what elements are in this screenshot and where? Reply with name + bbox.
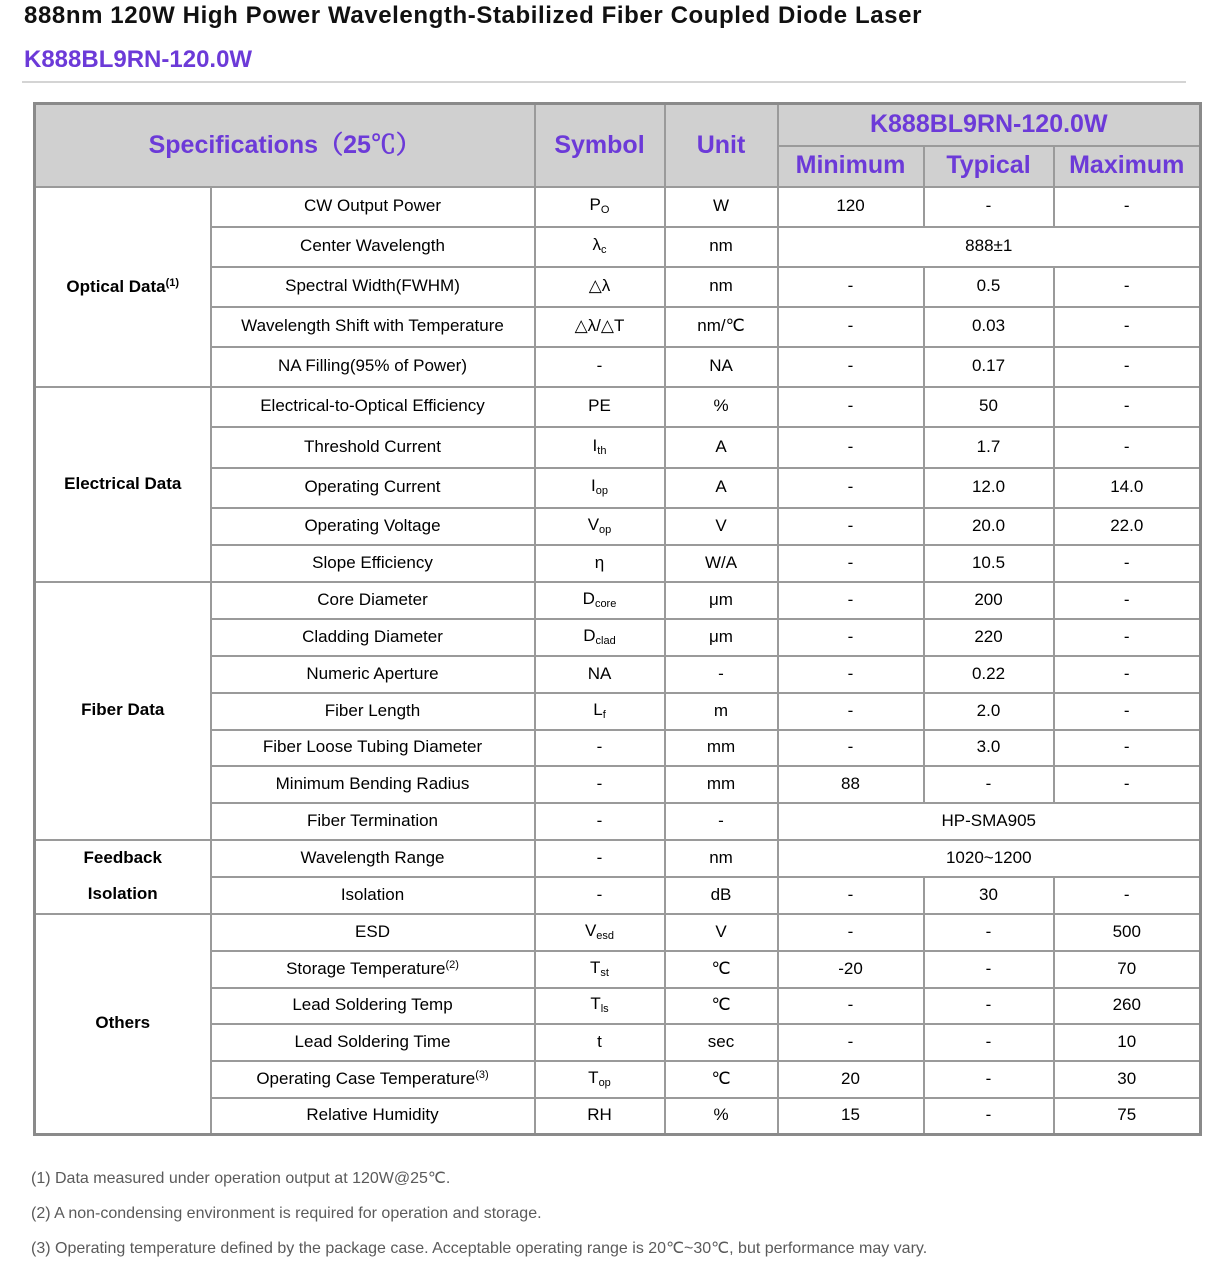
table-row [35, 914, 1201, 951]
symbol-main: - [596, 847, 603, 867]
unit-cell: V [665, 508, 778, 545]
unit-cell: W [665, 187, 778, 227]
parameter-name [211, 307, 535, 347]
category-others [35, 914, 211, 1135]
category-feedback [35, 840, 211, 914]
value-max: - [1054, 766, 1201, 803]
parameter-name [211, 387, 535, 427]
symbol-main: λ [592, 235, 601, 255]
category-label: Feedback [83, 848, 162, 868]
value-typ: 10.5 [924, 545, 1054, 582]
header-typ: Typical [924, 146, 1054, 187]
value-min: - [778, 582, 924, 619]
unit-cell: % [665, 1098, 778, 1135]
value-min: - [778, 877, 924, 914]
unit-cell: NA [665, 347, 778, 387]
symbol-main: I [591, 476, 596, 496]
parameter-label: Storage Temperature [286, 959, 446, 979]
symbol-cell [535, 693, 665, 730]
parameter-name [211, 468, 535, 508]
parameter-label: Center Wavelength [300, 236, 445, 256]
value-min: - [778, 508, 924, 545]
value-typ: - [924, 187, 1054, 227]
value-max: - [1054, 693, 1201, 730]
parameter-name [211, 267, 535, 307]
parameter-name [211, 347, 535, 387]
symbol-cell [535, 877, 665, 914]
parameter-label: Cladding Diameter [302, 626, 443, 646]
value-max: - [1054, 656, 1201, 693]
parameter-name [211, 656, 535, 693]
parameter-name [211, 1098, 535, 1135]
unit-cell: sec [665, 1024, 778, 1061]
value-min: - [778, 387, 924, 427]
value-max: - [1054, 427, 1201, 468]
parameter-name [211, 840, 535, 877]
table-row [35, 582, 1201, 619]
symbol-subscript: c [601, 244, 607, 257]
symbol-main: PE [588, 396, 611, 416]
parameter-label: Minimum Bending Radius [275, 773, 470, 793]
symbol-cell [535, 468, 665, 508]
category-label: Others [95, 1013, 151, 1033]
parameter-name [211, 427, 535, 468]
value-typ: - [924, 1061, 1054, 1098]
value-typ: 20.0 [924, 508, 1054, 545]
symbol-cell [535, 427, 665, 468]
value-min: 88 [778, 766, 924, 803]
symbol-subscript: op [598, 1076, 611, 1089]
model-number: K888BL9RN-120.0W [24, 46, 253, 73]
value-max: 30 [1054, 1061, 1201, 1098]
parameter-name [211, 877, 535, 914]
value-typ: - [924, 766, 1054, 803]
symbol-subscript: esd [596, 929, 615, 942]
value-min: 120 [778, 187, 924, 227]
symbol-subscript: op [595, 485, 608, 498]
parameter-name [211, 951, 535, 988]
parameter-name [211, 508, 535, 545]
symbol-main: NA [587, 663, 612, 683]
unit-cell: nm/℃ [665, 307, 778, 347]
symbol-subscript: O [600, 204, 610, 217]
parameter-label: Fiber Loose Tubing Diameter [262, 737, 483, 757]
category-label: Isolation [87, 884, 158, 903]
category-label: Fiber Data [81, 700, 165, 720]
value-typ: 50 [924, 387, 1054, 427]
parameter-label: ESD [355, 921, 390, 941]
symbol-main: D [583, 625, 596, 645]
unit-cell: mm [665, 730, 778, 766]
header-spec: Specifications（25℃） [35, 104, 535, 187]
symbol-cell [535, 387, 665, 427]
footnote-1: (1) Data measured under operation output at 120W@25℃. [31, 1170, 451, 1187]
unit-cell: m [665, 693, 778, 730]
symbol-subscript: clad [595, 634, 616, 647]
value-min: - [778, 988, 924, 1024]
symbol-subscript: st [600, 966, 609, 979]
parameter-name [211, 693, 535, 730]
symbol-cell [535, 988, 665, 1024]
symbol-cell [535, 803, 665, 840]
symbol-cell [535, 840, 665, 877]
parameter-label: Threshold Current [303, 436, 441, 456]
unit-cell: V [665, 914, 778, 951]
value-typ: 3.0 [924, 730, 1054, 766]
value-merged: HP-SMA905 [778, 803, 1201, 840]
parameter-label: Operating Current [304, 477, 441, 497]
value-typ: 0.22 [924, 656, 1054, 693]
value-min: - [778, 914, 924, 951]
symbol-main: T [588, 1067, 599, 1087]
parameter-name [211, 914, 535, 951]
unit-cell: ℃ [665, 1061, 778, 1098]
parameter-name [211, 730, 535, 766]
unit-cell: nm [665, 267, 778, 307]
symbol-main: I [592, 435, 598, 455]
symbol-main: RH [587, 1105, 612, 1125]
symbol-subscript: core [594, 597, 617, 610]
unit-cell: mm [665, 766, 778, 803]
value-max: - [1054, 187, 1201, 227]
parameter-label: CW Output Power [304, 196, 441, 216]
unit-cell: - [665, 803, 778, 840]
parameter-label: Core Diameter [317, 589, 428, 609]
value-typ: 0.03 [924, 307, 1054, 347]
unit-cell: - [665, 656, 778, 693]
value-max: - [1054, 387, 1201, 427]
value-min: - [778, 693, 924, 730]
value-min: - [778, 267, 924, 307]
value-typ: 0.17 [924, 347, 1054, 387]
symbol-main: - [596, 356, 603, 376]
footnote-ref: (2) [445, 959, 459, 972]
value-typ: 30 [924, 877, 1054, 914]
symbol-cell [535, 656, 665, 693]
value-max: 22.0 [1054, 508, 1201, 545]
symbol-subscript: ls [600, 1003, 609, 1016]
parameter-name [211, 766, 535, 803]
value-max: 10 [1054, 1024, 1201, 1061]
symbol-main: - [596, 773, 603, 793]
symbol-main: V [584, 920, 597, 940]
value-min: - [778, 307, 924, 347]
parameter-label: Electrical-to-Optical Efficiency [260, 396, 485, 416]
symbol-cell [535, 347, 665, 387]
unit-cell: nm [665, 840, 778, 877]
value-min: - [778, 730, 924, 766]
header-unit: Unit [665, 104, 778, 187]
parameter-name [211, 1061, 535, 1098]
symbol-cell [535, 267, 665, 307]
symbol-main: - [596, 737, 603, 757]
value-merged: 888±1 [778, 227, 1201, 267]
category-electrical [35, 387, 211, 582]
symbol-cell [535, 766, 665, 803]
value-min: - [778, 545, 924, 582]
value-min: - [778, 656, 924, 693]
parameter-label: Lead Soldering Time [294, 1031, 451, 1051]
footnote-3: (3) Operating temperature defined by the package case. Acceptable operating range is 20℃~30℃, but performance may vary. [31, 1240, 928, 1257]
unit-cell: μm [665, 619, 778, 656]
parameter-label: Operating Case Temperature [256, 1069, 476, 1089]
symbol-main: △λ [588, 276, 611, 296]
footnote-2: (2) A non-condensing environment is required for operation and storage. [31, 1205, 542, 1222]
spec-table [33, 102, 1202, 1136]
parameter-label: Fiber Termination [306, 810, 439, 830]
symbol-subscript: op [599, 523, 612, 536]
parameter-label: Slope Efficiency [312, 552, 433, 572]
symbol-cell [535, 951, 665, 988]
parameter-label: Wavelength Shift with Temperature [241, 316, 504, 336]
header-max: Maximum [1054, 146, 1201, 187]
parameter-name [211, 988, 535, 1024]
symbol-main: P [589, 195, 601, 215]
symbol-cell [535, 582, 665, 619]
value-min: - [778, 347, 924, 387]
value-typ: 1.7 [924, 427, 1054, 468]
parameter-label: NA Filling(95% of Power) [278, 356, 467, 376]
page-title: 888nm 120W High Power Wavelength-Stabilized Fiber Coupled Diode Laser [24, 2, 923, 29]
value-typ: - [924, 1098, 1054, 1135]
value-max: - [1054, 619, 1201, 656]
parameter-name [211, 545, 535, 582]
symbol-cell [535, 730, 665, 766]
category-label: Electrical Data [64, 473, 182, 493]
value-min: 15 [778, 1098, 924, 1135]
value-max: - [1054, 545, 1201, 582]
parameter-label: Lead Soldering Temp [292, 995, 453, 1015]
parameter-label: Isolation [340, 884, 405, 904]
symbol-cell [535, 1024, 665, 1061]
table-row [35, 840, 1201, 877]
category-label: Optical Data [66, 276, 166, 296]
value-max: - [1054, 877, 1201, 914]
value-typ: 200 [924, 582, 1054, 619]
parameter-label: Operating Voltage [304, 515, 441, 535]
value-max: 500 [1054, 914, 1201, 951]
value-max: 75 [1054, 1098, 1201, 1135]
parameter-label: Relative Humidity [306, 1105, 439, 1125]
value-max: - [1054, 307, 1201, 347]
value-max: - [1054, 267, 1201, 307]
value-max: - [1054, 730, 1201, 766]
symbol-subscript: f [602, 708, 606, 721]
value-merged: 1020~1200 [778, 840, 1201, 877]
symbol-subscript: th [597, 444, 607, 457]
parameter-name [211, 1024, 535, 1061]
parameter-name [211, 187, 535, 227]
parameter-name [211, 619, 535, 656]
unit-cell: μm [665, 582, 778, 619]
symbol-cell [535, 1098, 665, 1135]
value-max: 14.0 [1054, 468, 1201, 508]
value-typ: - [924, 951, 1054, 988]
header-symbol: Symbol [535, 104, 665, 187]
symbol-main: D [582, 588, 595, 608]
unit-cell: ℃ [665, 951, 778, 988]
value-typ: - [924, 1024, 1054, 1061]
parameter-label: Spectral Width(FWHM) [285, 276, 460, 296]
unit-cell: % [665, 387, 778, 427]
footnote-ref: (1) [165, 276, 180, 289]
value-min: - [778, 468, 924, 508]
unit-cell: ℃ [665, 988, 778, 1024]
symbol-cell [535, 508, 665, 545]
footnote-ref: (3) [475, 1069, 489, 1082]
symbol-cell [535, 307, 665, 347]
value-min: - [778, 619, 924, 656]
parameter-name [211, 582, 535, 619]
value-max: 70 [1054, 951, 1201, 988]
unit-cell: A [665, 468, 778, 508]
symbol-cell [535, 1061, 665, 1098]
value-max: - [1054, 347, 1201, 387]
symbol-cell [535, 619, 665, 656]
parameter-name [211, 227, 535, 267]
symbol-cell [535, 914, 665, 951]
value-typ: 12.0 [924, 468, 1054, 508]
value-typ: 0.5 [924, 267, 1054, 307]
symbol-main: - [596, 884, 603, 904]
symbol-main: T [590, 994, 601, 1014]
unit-cell: dB [665, 877, 778, 914]
header-model: K888BL9RN-120.0W [778, 104, 1201, 146]
value-typ: - [924, 914, 1054, 951]
symbol-main: T [590, 957, 601, 977]
symbol-main: t [597, 1031, 602, 1051]
symbol-cell [535, 227, 665, 267]
value-max: 260 [1054, 988, 1201, 1024]
parameter-label: Numeric Aperture [306, 663, 439, 683]
value-typ: 220 [924, 619, 1054, 656]
symbol-main: △λ/△T [574, 316, 625, 336]
symbol-main: η [594, 552, 605, 572]
table-row [35, 187, 1201, 227]
parameter-name [211, 803, 535, 840]
value-min: - [778, 1024, 924, 1061]
value-min: -20 [778, 951, 924, 988]
header-min: Minimum [778, 146, 924, 187]
divider [22, 81, 1186, 83]
parameter-label: Wavelength Range [300, 847, 445, 867]
symbol-main: V [587, 514, 600, 534]
value-min: - [778, 427, 924, 468]
unit-cell: W/A [665, 545, 778, 582]
category-optical [35, 187, 211, 387]
symbol-main: - [596, 810, 603, 830]
symbol-cell [535, 187, 665, 227]
value-typ: 2.0 [924, 693, 1054, 730]
unit-cell: nm [665, 227, 778, 267]
value-typ: - [924, 988, 1054, 1024]
table-row [35, 387, 1201, 427]
symbol-cell [535, 545, 665, 582]
value-min: 20 [778, 1061, 924, 1098]
unit-cell: A [665, 427, 778, 468]
footnotes [31, 1169, 927, 1274]
symbol-main: L [593, 699, 603, 719]
value-max: - [1054, 582, 1201, 619]
category-fiber [35, 582, 211, 840]
parameter-label: Fiber Length [324, 700, 421, 720]
